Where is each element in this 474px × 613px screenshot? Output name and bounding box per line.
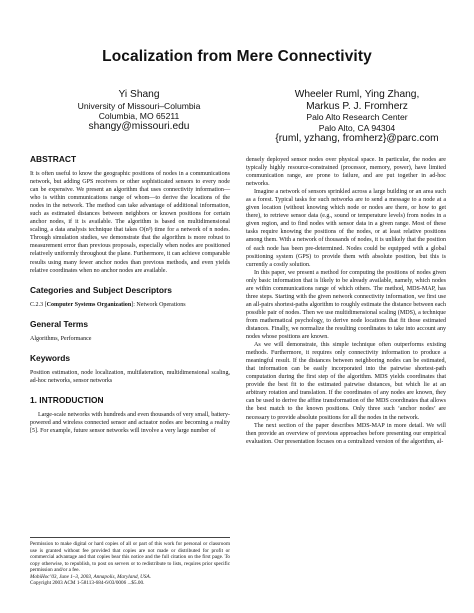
copyright-footnote bbox=[30, 537, 230, 587]
general-terms-heading: General Terms bbox=[30, 318, 89, 329]
abstract-text: It is often useful to know the geographic positions of nodes in a communications network, but adding GPS receivers or other sophisticated sensors to every node can be expensive. We present an algorithm that uses connectivity information—who is within communications range of whom—to derive the locations of the nodes in the network. The method can take advantage of additional information, such as estimated distances between neighbors or known positions for certain anchor nodes, if it is available. The algorithm is based on multidimensional scaling, a data analysis technique that takes O(n³) time for a network of n nodes. Through simulation studies, we demonstrate that the algorithm is more robust to measurement error than previous proposals, especially when nodes are positioned relatively uniformly throughout the plane. Furthermore, it can achieve comparable results using many fewer anchor nodes than previous methods, and even yields relative coordinates when no anchor nodes are available. bbox=[30, 171, 230, 274]
keywords-text: Position estimation, node localization, multilateration, multidimensional scaling, ad-hoc networks, sensor networks bbox=[30, 369, 230, 384]
categories-code: C.2.3 [ bbox=[30, 301, 47, 308]
body-paragraph: Imagine a network of sensors sprinkled across a large building or an area such as a forest. Typical tasks for such networks are to send a message to a node at a given location (without knowing which node or nodes are there, or how to get there), to retrieve sensor data (e.g., sound or temperature levels) from nodes in a given region, and to find nodes with sensor data in a given range. Most of these tasks require knowing the positions of the nodes, or at least relative positions among them. With a network of thousands of nodes, it is unlikely that the position of each node has been pre-determined. Nodes could be equipped with a global positioning system (GPS) to provide them with absolute position, but this is currently a costly solution. bbox=[246, 189, 446, 268]
introduction-heading: 1. INTRODUCTION bbox=[30, 394, 104, 405]
body-paragraph: densely deployed sensor nodes over physical space. In particular, the nodes are typically highly resource-constrained (processor, memory, power), have limited communication range, are prone to failure, and are put together in ad-hoc networks. bbox=[246, 157, 446, 188]
author-location: Palo Alto, CA 94304 bbox=[318, 122, 396, 133]
introduction-text: Large-scale networks with hundreds and even thousands of very small, battery-powered and wireless connected sensor and actuator nodes are becoming a reality [5]. For example, future sensor networks will involve a very large number of bbox=[30, 411, 230, 434]
body-paragraph: The next section of the paper describes MDS-MAP in more detail. We will then provide an overview of previous approaches before presenting our empirical evaluation. Our presentation focuses on a centralized version of the algorithm, al- bbox=[246, 422, 446, 445]
author-block-right bbox=[252, 89, 462, 145]
author-affiliation: Palo Alto Research Center bbox=[306, 112, 408, 123]
categories-heading: Categories and Subject Descriptors bbox=[30, 284, 172, 295]
body-paragraph: As we will demonstrate, this simple technique often outperforms existing methods. Furthermore, it requires only connectivity information to produce a meaningful result. If the distances between neighboring nodes can be estimated, that information can be easily incorporated into the pairwise shortest-path computation during the first step of the algorithm. MDS yields coordinates that provide the best fit to the estimated pairwise distances, but which lie at an arbitrary rotation and translation. If the coordinates of any nodes are known, they can be used to derive the affine transformation of the MDS coordinates that allows the best match to the known positions. Only three such ‘anchor nodes’ are necessary to provide absolute positions for all the nodes in the network. bbox=[246, 342, 446, 421]
author-names-line2: Markus P. J. Fromherz bbox=[306, 100, 408, 112]
keywords-heading: Keywords bbox=[30, 352, 71, 363]
author-email: shangy@missouri.edu bbox=[88, 121, 190, 133]
author-name: Yi Shang bbox=[118, 89, 160, 100]
copyright-line: Copyright 2003 ACM 1-58113-684-6/03/0006 ...$5.00. bbox=[30, 580, 145, 586]
right-column bbox=[246, 156, 446, 446]
categories-text bbox=[30, 301, 230, 309]
categories-rest: ]: Network Operations bbox=[131, 301, 186, 308]
left-column bbox=[30, 154, 230, 435]
abstract-heading: ABSTRACT bbox=[30, 154, 77, 164]
categories-bold: Computer Systems Organization bbox=[46, 301, 132, 308]
venue-line: MobiHoc’03, June 1–3, 2003, Annapolis, Maryland, USA. bbox=[30, 573, 151, 580]
author-names-line1: Wheeler Ruml, Ying Zhang, bbox=[294, 89, 420, 100]
author-block-left bbox=[34, 89, 244, 133]
author-email: {ruml, yzhang, fromherz}@parc.com bbox=[275, 133, 439, 144]
general-terms-text: Algorithms, Performance bbox=[30, 335, 92, 342]
author-location: Columbia, MO 65211 bbox=[98, 111, 180, 121]
author-affiliation: University of Missouri–Columbia bbox=[77, 100, 201, 111]
paper-title: Localization from Mere Connectivity bbox=[102, 48, 372, 65]
body-paragraph: In this paper, we present a method for computing the positions of nodes given only basic information that is likely to be already available, namely, which nodes are within communications range of which others. The method, MDS-MAP, has three steps. Starting with the given network connectivity information, we first use an all-pairs shortest-paths algorithm to roughly estimate the distance between each possible pair of nodes. Then we use multidimensional scaling (MDS), a technique from mathematical psychology, to derive node locations that fit those estimated distances. Finally, we normalize the resulting coordinates to take into account any nodes whose positions are known. bbox=[246, 269, 446, 341]
permission-notice: Permission to make digital or hard copies of all or part of this work for personal or classroom use is granted without fee provided that copies are not made or distributed for profit or commercial advantage and that copies bear this notice and the full citation on the first page. To copy otherwise, to republish, to post on servers or to redistribute to lists, requires prior specific permission and/or a fee. bbox=[30, 541, 230, 573]
